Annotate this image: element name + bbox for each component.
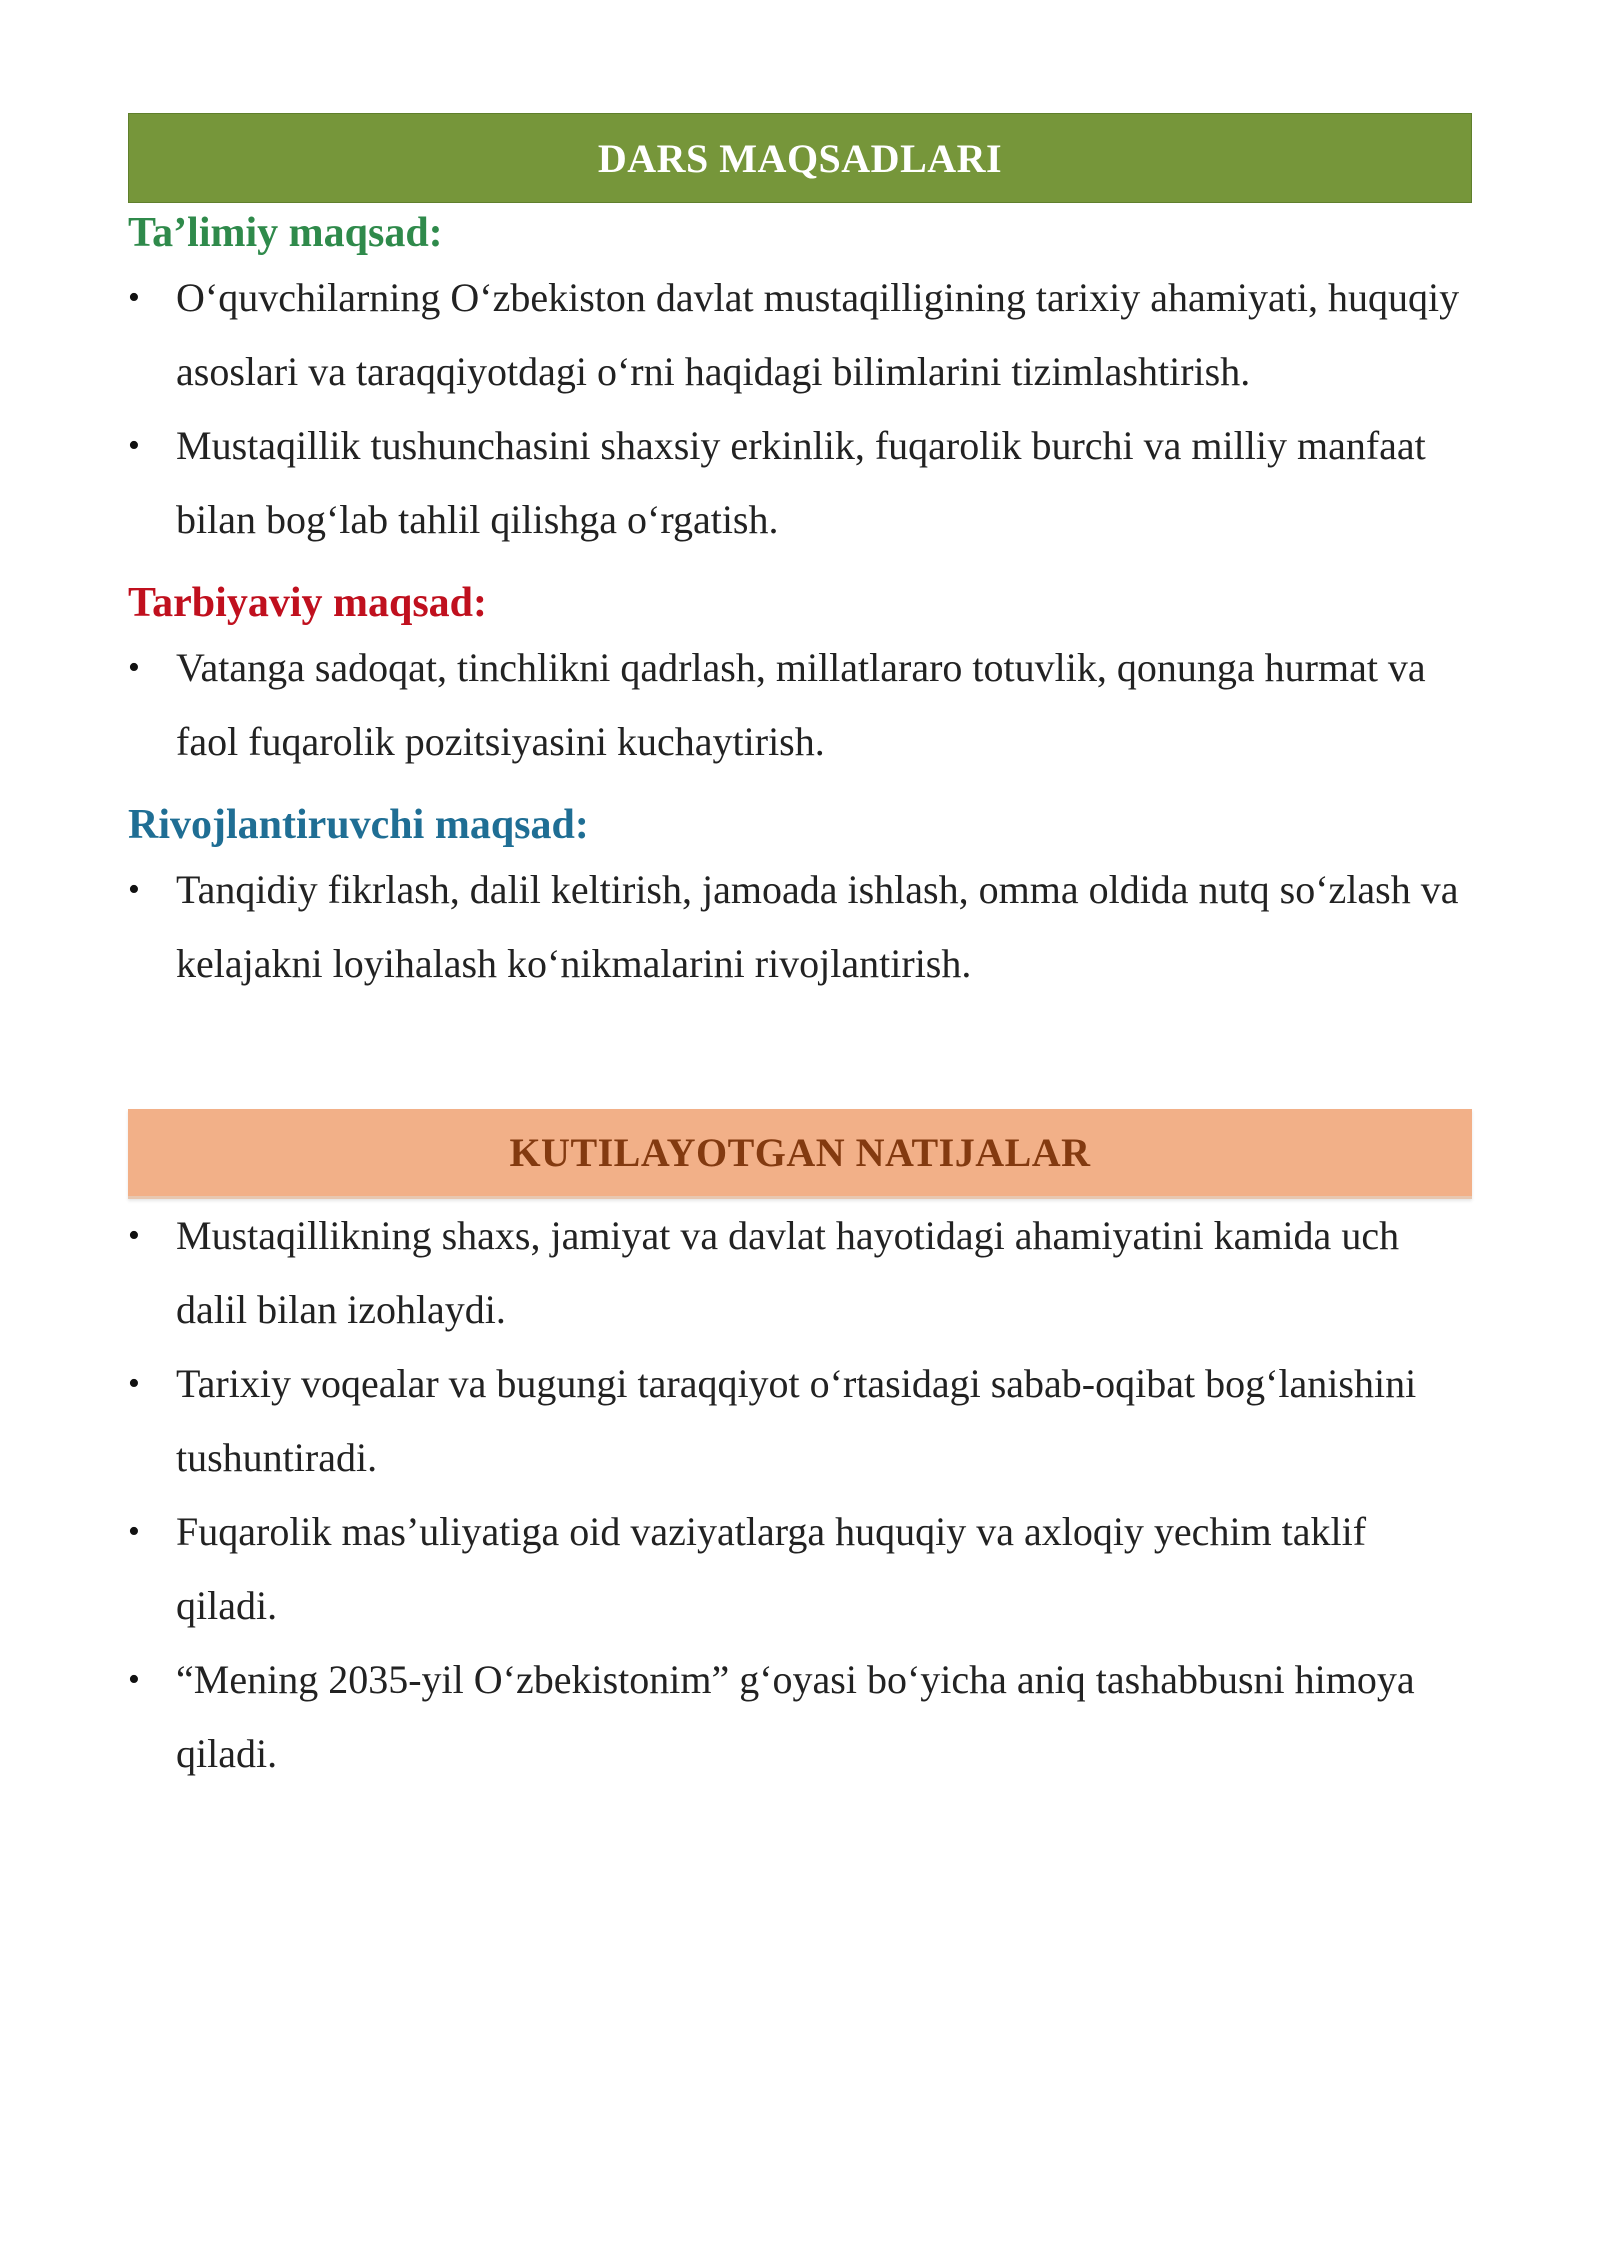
list-item: [128, 631, 1472, 779]
upbringing-goal-heading: Tarbiyaviy maqsad:: [128, 580, 488, 626]
list-item-text: Mustaqillik tushunchasini shaxsiy erkinlik, fuqarolik burchi va milliy manfaat bilan bog‘lab tahlil qilishga o‘rgatish.: [176, 423, 1426, 542]
list-item-text: Tanqidiy fikrlash, dalil keltirish, jamoada ishlash, omma oldida nutq so‘zlash va kelajakni loyihalash ko‘nikmalarini rivojlantirish.: [176, 867, 1459, 986]
list-item-text: Tarixiy voqealar va bugungi taraqqiyot o‘rtasidagi sabab-oqibat bog‘lanishini tushuntiradi.: [176, 1361, 1417, 1480]
list-item-text: O‘quvchilarning O‘zbekiston davlat mustaqilligining tarixiy ahamiyati, huquqiy asoslari va taraqqiyotdagi o‘rni haqidagi bilimlarini tizimlashtirish.: [176, 275, 1460, 394]
bullet-icon: •: [128, 427, 140, 464]
developmental-goal-heading: Rivojlantiruvchi maqsad:: [128, 802, 589, 848]
list-item-text: Fuqarolik mas’uliyatiga oid vaziyatlarga huquqiy va axloqiy yechim taklif qiladi.: [176, 1509, 1367, 1628]
list-item-text: Mustaqillikning shaxs, jamiyat va davlat hayotidagi ahamiyatini kamida uch dalil bilan izohlaydi.: [176, 1213, 1400, 1332]
bullet-icon: •: [128, 279, 140, 316]
upbringing-goal-list: [128, 631, 1472, 779]
list-item: [128, 1199, 1472, 1347]
list-item: [128, 853, 1472, 1001]
bullet-icon: •: [128, 1661, 140, 1698]
bullet-icon: •: [128, 1365, 140, 1402]
educational-goal-heading: Ta’limiy maqsad:: [128, 210, 443, 256]
developmental-goal-list: [128, 853, 1472, 1001]
goals-banner: [128, 113, 1472, 203]
list-item: [128, 409, 1472, 557]
bullet-icon: •: [128, 649, 140, 686]
bullet-icon: •: [128, 1217, 140, 1254]
bullet-icon: •: [128, 1513, 140, 1550]
goals-banner-title: DARS MAQSADLARI: [597, 135, 1003, 181]
list-item-text: Vatanga sadoqat, tinchlikni qadrlash, millatlararo totuvlik, qonunga hurmat va faol fuqarolik pozitsiyasini kuchaytirish.: [176, 645, 1426, 764]
list-item: [128, 261, 1472, 409]
bullet-icon: •: [128, 871, 140, 908]
list-item: [128, 1643, 1472, 1791]
results-banner-title: KUTILAYOTGAN NATIJALAR: [509, 1130, 1091, 1175]
expected-results-list: [128, 1199, 1472, 1791]
list-item: [128, 1347, 1472, 1495]
document-page: [128, 113, 1472, 1791]
educational-goal-list: [128, 261, 1472, 557]
results-banner: [128, 1109, 1472, 1199]
list-item-text: “Mening 2035-yil O‘zbekistonim” g‘oyasi bo‘yicha aniq tashabbusni himoya qiladi.: [176, 1657, 1415, 1776]
list-item: [128, 1495, 1472, 1643]
